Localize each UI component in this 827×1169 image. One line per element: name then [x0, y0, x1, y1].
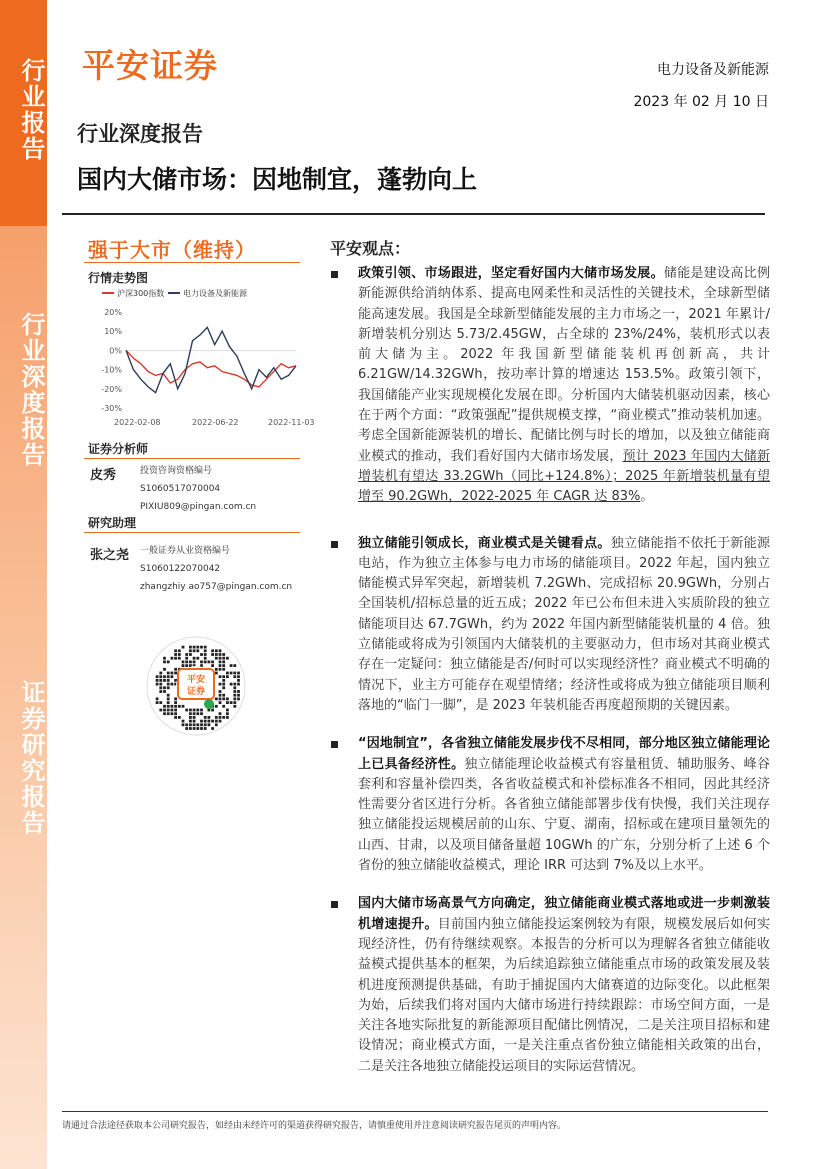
trend-chart	[88, 286, 315, 430]
assistant-cert-label: 一般证券从业资格编号	[140, 546, 231, 556]
header-meta	[633, 54, 769, 118]
rating-divider	[84, 262, 300, 263]
bullet-4	[330, 894, 770, 1077]
report-date: 2023 年 02 月 10 日	[633, 94, 769, 110]
page-title: 国内大储市场：因地制宜，蓬勃向上	[77, 165, 478, 194]
bullet-square-icon	[331, 271, 338, 278]
bullet-square-icon	[331, 901, 338, 908]
side-label-deep-report: 行业深度报告	[17, 312, 45, 468]
analyst-section-label: 证券分析师	[88, 442, 149, 456]
view-bullets	[330, 264, 770, 1095]
mini-program-icon	[204, 699, 214, 709]
trend-chart-label: 行情走势图	[88, 271, 149, 285]
y-tick-label: 0%	[109, 346, 122, 356]
x-tick-label: 2022-02-08	[114, 418, 161, 427]
assistant-divider	[84, 532, 300, 533]
pingan-logo: 平安证券	[82, 46, 218, 85]
bullet-2	[330, 534, 770, 717]
side-band	[0, 0, 47, 1169]
footer-disclaimer: 请通过合法途径获取本公司研究报告，如经由未经许可的渠道获得研究报告，请慎重使用并注意阅读研究报告尾页的声明内容。	[62, 1121, 567, 1131]
assistant-section-label: 研究助理	[88, 516, 137, 530]
trend-chart-svg	[88, 286, 315, 430]
y-tick-label: -20%	[101, 384, 122, 394]
bullet-1	[330, 264, 770, 508]
sector-label: 电力设备及新能源	[657, 62, 769, 78]
view-section-title: 平安观点：	[330, 239, 411, 258]
bullet-2-lead: 独立储能引领成长，商业模式是关键看点。	[358, 535, 611, 551]
qr-logo-text-2: 证券	[186, 687, 206, 697]
bullet-1-lead: 政策引领、市场跟进，坚定看好国内大储市场发展。	[358, 266, 664, 281]
bullet-3-lead: “因地制宜”，各省独立储能发展步伐不尽相同，部分地区独立储能理论上已具备经济性。	[358, 736, 770, 772]
assistant-name: 张之尧	[90, 548, 130, 563]
analyst-cert-label: 投资咨询资格编号	[140, 466, 213, 476]
bullet-1-body: 储能是建设高比例新能源供给消纳体系、提高电网柔性和灵活性的关键技术，全球新型储能高速发展。我国是全球新型储能发展的主力市场之一，2021 年累计/新增装机分别达 5.73/2.45GW，占全球的 23%/24%，装机形式以表前大储为主。2022 年我国新型储能装机再创新高，共计 6.21GW/14.32GWh，按功率计算的增速达 153.5%。政策引领下，我国储能产业实现规模化发展在即。分析国内大储装机驱动因素，核心在于两个方面：“政策强配”提供规模支撑，“商业模式”推动装机加速。考虑全国新能源装机的增长、配储比例与时长的增加，以及独立储能商业模式的推动，我们看好国内大储市场发展，	[358, 266, 770, 464]
header-divider	[62, 213, 765, 215]
legend-label-hs300: 沪深300指数	[117, 289, 165, 298]
analyst-info	[140, 462, 256, 516]
analyst-name: 皮秀	[90, 468, 117, 483]
bullet-2-body: 独立储能指不依托于新能源电站，作为独立主体参与电力市场的储能项目。2022 年起，国内独立储能模式异军突起，新增装机 7.2GWh、完成招标 20.9GWh，分别占全国装机/招标总量的近五成；2022 年已公布但未进入实质阶段的独立储能项目达 67.7GWh，约为 2022 年国内新型储能装机量的 4 倍。独立储能或将成为引领国内大储装机的主要驱动力，但市场对其商业模式存在一定疑问：独立储能是否/何时可以实现经济性？商业模式不明确的情况下，业主方可能存在观望情绪；经济性或将成为独立储能项目顺利落地的“临门一脚”，是 2023 年装机能否再度超预期的关键因素。	[358, 535, 770, 713]
qr-logo-text-1: 平安	[186, 675, 206, 685]
analyst-cert-number: S1060517070004	[140, 484, 221, 494]
qr-code[interactable]	[146, 636, 246, 736]
bullet-4-body: 目前国内独立储能投运案例较为有限，规模发展后如何实现经济性，仍有待继续观察。本报告的分析可以为理解各省独立储能收益模式提供基本的框架，为后续追踪独立储能重点市场的政策发展及装机进度预测提供基础，有助于捕捉国内大储赛道的边际变化。以此框架为始，后续我们将对国内大储市场进行持续跟踪：市场空间方面，一是关注各地实际批复的新能源项目配储比例情况，二是关注项目招标和建设情况；商业模式方面，一是关注重点省份独立储能相关政策的出台，二是关注各地独立储能投运项目的实际运营情况。	[358, 916, 770, 1074]
bullet-3	[330, 734, 770, 876]
series-line-hs300	[126, 350, 296, 387]
x-tick-label: 2022-11-03	[268, 418, 315, 427]
analyst-divider	[84, 458, 300, 459]
assistant-email[interactable]: zhangzhiy ao757@pingan.com.cn	[140, 582, 293, 592]
y-tick-label: 10%	[104, 327, 122, 337]
series-line-sector	[126, 327, 296, 392]
side-label-industry-report: 行业报告	[17, 58, 45, 162]
bullet-3-body: 独立储能理论收益模式有容量租赁、辅助服务、峰谷套利和容量补偿四类，各省收益模式和补偿标准各不相同，因此其经济性需要分省区进行分析。各省独立储能部署步伐有快慢，我们关注现存独立储能投运规模居前的山东、宁夏、湖南，招标或在建项目量领先的山西、甘肃，以及项目储备量超 10GWh 的广东，分别分析了上述 6 个省份的独立储能收益模式，理论 IRR 可达到 7%及以上水平。	[358, 756, 770, 874]
analyst-email[interactable]: PIXIU809@pingan.com.cn	[140, 502, 257, 512]
bullet-square-icon	[331, 541, 338, 548]
bullet-4-lead: 国内大储市场高景气方向确定，独立储能商业模式落地或进一步刺激装机增速提升。	[358, 896, 770, 932]
y-tick-label: -30%	[101, 404, 122, 413]
bullet-1-end: 。	[640, 489, 654, 505]
bullet-square-icon	[331, 741, 338, 748]
rating-label: 强于大市（维持）	[88, 238, 256, 262]
x-tick-label: 2022-06-22	[192, 418, 239, 427]
legend-label-sector: 电力设备及新能源	[183, 289, 247, 298]
report-type: 行业深度报告	[77, 122, 203, 146]
side-label-securities-research: 证券研究报告	[17, 680, 45, 836]
assistant-cert-number: S1060122070042	[140, 564, 221, 574]
y-tick-label: -10%	[101, 365, 122, 375]
bullet-1-forecast: 预计 2023 年国内大储新增装机有望达 33.2GWh（同比+124.8%）；2025 年新增装机量有望增至 90.2GWh，2022-2025 年 CAGR 达 83%	[358, 448, 770, 505]
y-tick-label: 20%	[104, 308, 122, 317]
footer-divider	[62, 1111, 768, 1112]
assistant-info	[140, 542, 292, 596]
